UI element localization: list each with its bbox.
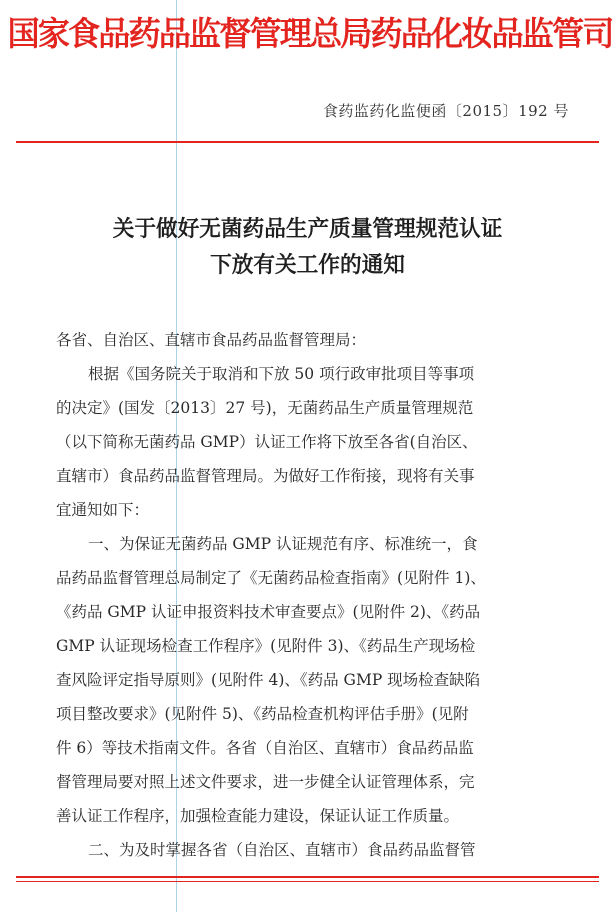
agency-header: 国家食品药品监督管理总局药品化妆品监管司 <box>7 14 613 53</box>
paragraph-2-line: 一、为保证无菌药品 GMP 认证规范有序、标准统一，食 <box>88 535 478 553</box>
paragraph-1-line: 直辖市）食品药品监督管理局。为做好工作衔接，现将有关事 <box>56 467 475 485</box>
salutation: 各省、自治区、直辖市食品药品监督管理局： <box>56 331 367 349</box>
footer-red-rule-thin <box>16 881 599 882</box>
footer-red-rule <box>16 876 599 878</box>
title-line-1: 关于做好无菌药品生产质量管理规范认证 <box>112 217 503 242</box>
paragraph-2-line: 件 6）等技术指南文件。各省（自治区、直辖市）食品药品监 <box>56 739 474 757</box>
title-line-2: 下放有关工作的通知 <box>210 253 405 278</box>
paragraph-3-line: 二、为及时掌握各省（自治区、直辖市）食品药品监督管 <box>88 841 476 859</box>
paragraph-1-line: 根据《国务院关于取消和下放 50 项行政审批项目等事项 <box>88 365 475 383</box>
paragraph-1-line: （以下简称无菌药品 GMP）认证工作将下放至各省(自治区、 <box>56 433 478 451</box>
document-title <box>0 212 615 284</box>
header-red-rule <box>16 141 599 143</box>
paragraph-1-line: 宜通知如下： <box>56 501 150 519</box>
paragraph-1-line: 的决定》(国发〔2013〕27 号)，无菌药品生产质量管理规范 <box>56 399 474 417</box>
paragraph-2-line: 善认证工作程序，加强检查能力建设，保证认证工作质量。 <box>56 807 460 825</box>
paragraph-2-line: 品药品监督管理总局制定了《无菌药品检查指南》(见附件 1)、 <box>56 569 486 587</box>
paragraph-2-line: GMP 认证现场检查工作程序》(见附件 3)、《药品生产现场检 <box>56 637 476 655</box>
paragraph-2-line: 《药品 GMP 认证申报资料技术审查要点》(见附件 2)、《药品 <box>56 603 481 621</box>
paragraph-2-line: 查风险评定指导原则》(见附件 4)、《药品 GMP 现场检查缺陷 <box>56 671 481 689</box>
paragraph-2-line: 督管理局要对照上述文件要求，进一步健全认证管理体系，完 <box>56 773 475 791</box>
document-number: 食药监药化监便函〔2015〕192 号 <box>322 102 569 120</box>
paragraph-2-line: 项目整改要求》(见附件 5)、《药品检查机构评估手册》(见附 <box>56 705 469 723</box>
